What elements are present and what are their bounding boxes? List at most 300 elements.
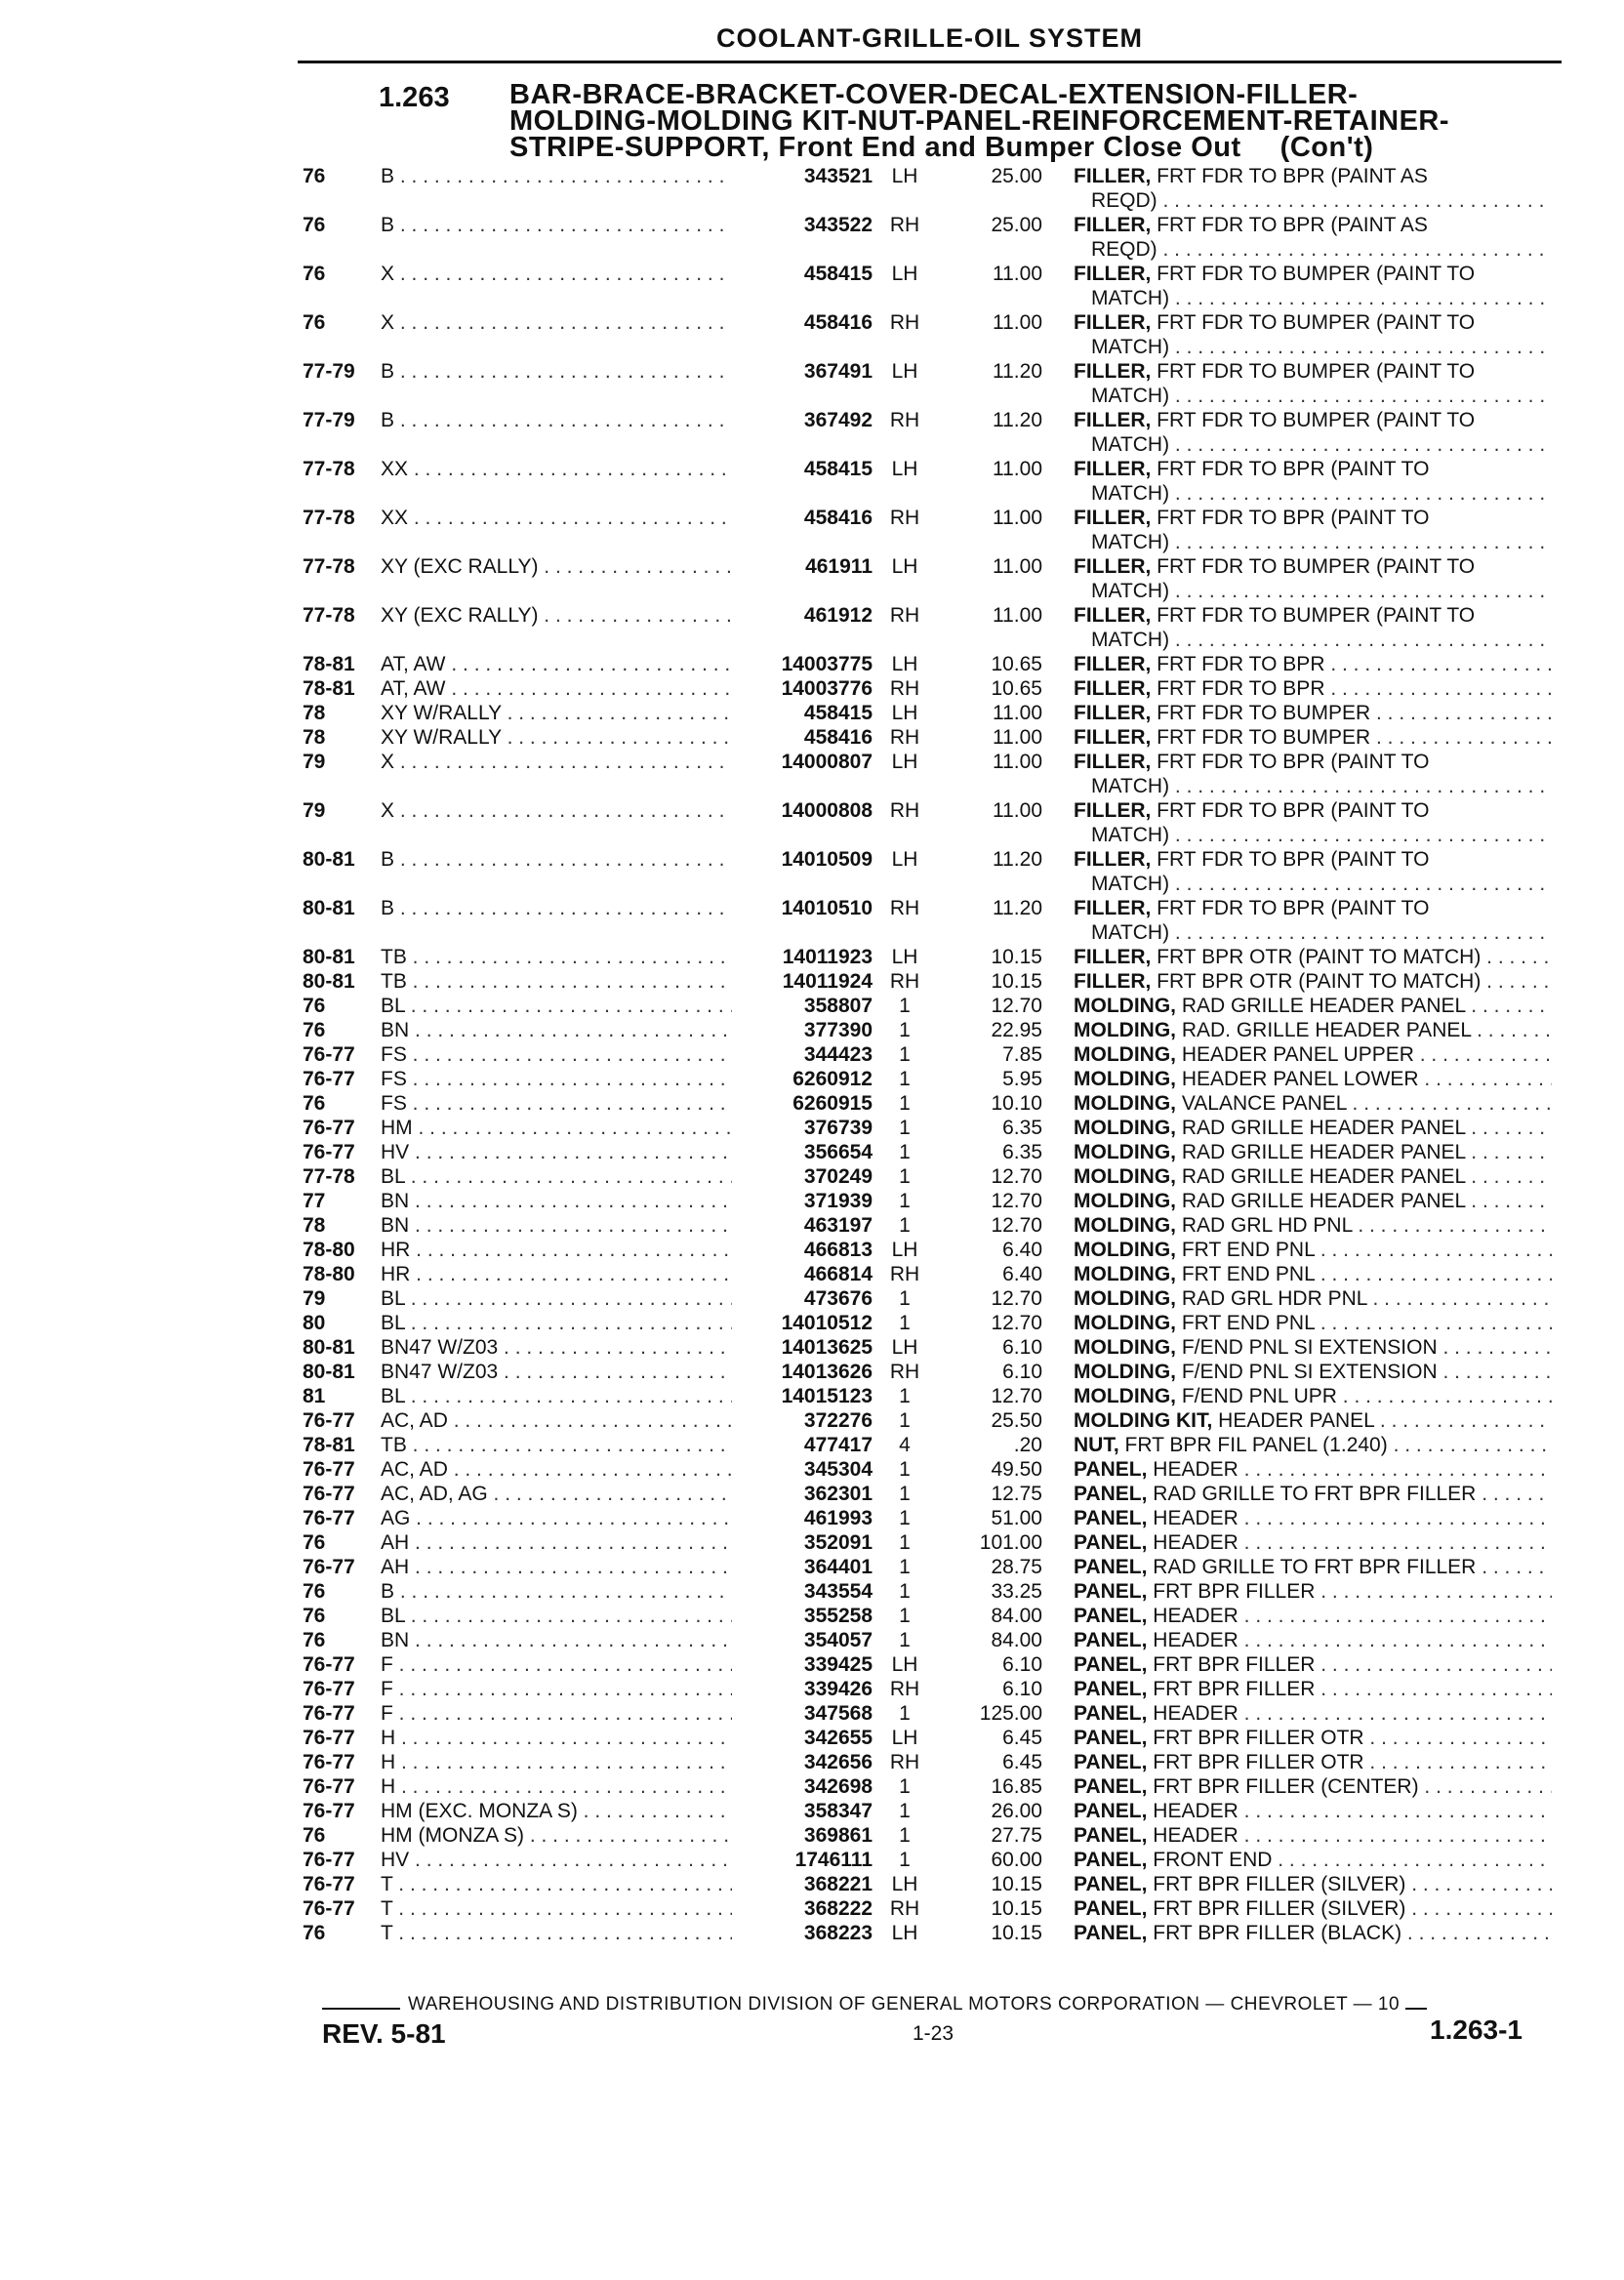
price-cell: 84.00 (991, 1605, 1042, 1627)
table-row (0, 1896, 1624, 1921)
description-cell (1074, 262, 1552, 310)
footer-division (322, 1994, 1503, 2015)
description-text: FRT BPR FILLER . . . (1153, 1653, 1552, 1676)
year-cell: 78 (303, 1214, 326, 1237)
year-cell: 79 (303, 1287, 326, 1310)
qty-cell: 4 (899, 1434, 911, 1456)
price-cell: 60.00 (991, 1849, 1042, 1871)
table-row (0, 701, 1624, 725)
price-cell: 28.75 (991, 1556, 1042, 1578)
model-cell: TB . . . (381, 969, 732, 994)
description-cell (1074, 408, 1552, 457)
table-row (0, 1335, 1624, 1360)
model-cell: T . . . (381, 1921, 732, 1945)
part-number-cell: 458415 (803, 702, 873, 724)
description-cell (1074, 701, 1552, 725)
description-keyword: FILLER, (1074, 677, 1152, 700)
description-cell (1074, 1872, 1552, 1896)
description-keyword: PANEL, (1074, 1849, 1148, 1871)
description-cell (1074, 1750, 1552, 1774)
part-number-cell: 367492 (803, 409, 873, 431)
description-cell (1074, 847, 1552, 896)
description-text: F/END PNL SI EXTENSION . . . (1182, 1336, 1552, 1359)
description-keyword: MOLDING, (1074, 1385, 1176, 1407)
year-cell: 76-77 (303, 1775, 355, 1798)
part-number-cell: 14011923 (782, 946, 873, 968)
description-continued: MATCH) . . . (1074, 481, 1552, 506)
table-row (0, 1408, 1624, 1433)
description-text: FRT BPR FILLER OTR . . . (1153, 1751, 1552, 1773)
model-cell: BN47 W/Z03 . . . (381, 1360, 732, 1384)
model-cell: B . . . (381, 164, 732, 188)
description-cell (1074, 652, 1552, 676)
description-text: FRT BPR OTR (PAINT TO MATCH) . . . (1157, 970, 1552, 993)
model-cell: B . . . (381, 896, 732, 920)
model-cell: BL . . . (381, 994, 732, 1018)
year-cell: 76 (303, 1629, 326, 1651)
description-text: HEADER PANEL UPPER . . . (1182, 1043, 1552, 1066)
model-cell: X . . . (381, 798, 732, 823)
description-cell (1074, 725, 1552, 750)
description-keyword: MOLDING, (1074, 1312, 1176, 1334)
page-header: COOLANT-GRILLE-OIL SYSTEM (715, 23, 1143, 53)
description-continued: MATCH) . . . (1074, 920, 1552, 945)
section-title-line: BAR-BRACE-BRACKET-COVER-DECAL-EXTENSION-FILLER- (509, 79, 1359, 110)
price-cell: 125.00 (979, 1702, 1042, 1725)
description-keyword: NUT, (1074, 1434, 1119, 1456)
description-keyword: PANEL, (1074, 1897, 1148, 1920)
year-cell: 76-77 (303, 1702, 355, 1725)
year-cell: 76 (303, 1019, 326, 1041)
table-row (0, 1238, 1624, 1262)
year-cell: 76 (303, 1824, 326, 1847)
qty-cell: 1 (899, 1117, 911, 1139)
table-row (0, 1189, 1624, 1213)
description-keyword: PANEL, (1074, 1483, 1148, 1505)
description-keyword: FILLER, (1074, 799, 1152, 822)
description-cell (1074, 750, 1552, 798)
description-cell (1074, 1042, 1552, 1067)
part-number-cell: 343521 (803, 165, 873, 187)
qty-cell: RH (889, 1678, 920, 1700)
model-cell: XY (EXC RALLY) . . . (381, 603, 732, 628)
price-cell: 11.00 (993, 458, 1042, 480)
description-keyword: MOLDING KIT, (1074, 1409, 1213, 1432)
description-keyword: FILLER, (1074, 751, 1152, 773)
model-cell: AT, AW . . . (381, 676, 732, 701)
description-continued: MATCH) . . . (1074, 335, 1552, 359)
table-row (0, 1140, 1624, 1164)
model-cell: XY W/RALLY . . . (381, 725, 732, 750)
table-row (0, 1555, 1624, 1579)
part-number-cell: 6260912 (792, 1068, 873, 1090)
description-cell (1074, 1067, 1552, 1091)
description-cell (1074, 1726, 1552, 1750)
description-text: RAD GRL HD PNL . . . (1182, 1214, 1552, 1237)
part-number-cell: 466813 (803, 1239, 873, 1261)
price-cell: 12.70 (991, 1165, 1042, 1188)
description-keyword: PANEL, (1074, 1678, 1148, 1700)
description-cell (1074, 1530, 1552, 1555)
price-cell: 11.20 (993, 897, 1042, 919)
table-row (0, 1067, 1624, 1091)
table-row (0, 1774, 1624, 1799)
description-cell (1074, 1018, 1552, 1042)
price-cell: 10.65 (991, 653, 1042, 675)
description-continued: MATCH) . . . (1074, 384, 1552, 408)
table-row (0, 1701, 1624, 1726)
year-cell: 80-81 (303, 848, 355, 871)
table-row (0, 969, 1624, 994)
year-cell: 76-77 (303, 1897, 355, 1920)
qty-cell: LH (891, 1336, 918, 1359)
description-text: HEADER . . . (1153, 1531, 1552, 1554)
price-cell: 12.70 (991, 1190, 1042, 1212)
price-cell: 12.70 (991, 1214, 1042, 1237)
model-cell: AG . . . (381, 1506, 732, 1530)
description-text: HEADER . . . (1153, 1605, 1552, 1627)
description-keyword: FILLER, (1074, 263, 1152, 285)
section-title (509, 79, 1563, 163)
table-row (0, 1213, 1624, 1238)
price-cell: 10.15 (991, 1873, 1042, 1895)
year-cell: 77-78 (303, 507, 355, 529)
qty-cell: 1 (899, 995, 911, 1017)
year-cell: 77-79 (303, 360, 355, 383)
description-cell (1074, 310, 1552, 359)
description-text: FRT BPR FILLER . . . (1153, 1678, 1552, 1700)
price-cell: 11.20 (993, 409, 1042, 431)
model-cell: HM (EXC. MONZA S) . . . (381, 1799, 732, 1823)
table-row (0, 676, 1624, 701)
model-cell: X . . . (381, 310, 732, 335)
qty-cell: LH (891, 555, 918, 578)
description-continued: MATCH) . . . (1074, 872, 1552, 896)
qty-cell: LH (891, 1653, 918, 1676)
qty-cell: LH (891, 458, 918, 480)
description-cell (1074, 896, 1552, 945)
description-text: FRT FDR TO BUMPER (PAINT TO (1157, 409, 1476, 431)
part-number-cell: 458416 (803, 311, 873, 334)
qty-cell: 1 (899, 1043, 911, 1066)
year-cell: 80-81 (303, 946, 355, 968)
table-row (0, 1262, 1624, 1286)
price-cell: 10.15 (991, 970, 1042, 993)
price-cell: 6.10 (1002, 1361, 1042, 1383)
description-text: FRT FDR TO BPR (PAINT TO (1157, 507, 1430, 529)
qty-cell: RH (889, 677, 920, 700)
price-cell: 6.10 (1002, 1653, 1042, 1676)
description-cell (1074, 1628, 1552, 1652)
division-text: WAREHOUSING AND DISTRIBUTION DIVISION OF GENERAL MOTORS CORPORATION — CHEVROLET — 10 (408, 1994, 1401, 2015)
part-number-cell: 458415 (803, 263, 873, 285)
description-text: FRT FDR TO BPR (PAINT TO (1157, 799, 1430, 822)
qty-cell: 1 (899, 1507, 911, 1529)
model-cell: HR . . . (381, 1262, 732, 1286)
table-row (0, 994, 1624, 1018)
table-row (0, 1823, 1624, 1848)
year-cell: 76-77 (303, 1849, 355, 1871)
description-keyword: PANEL, (1074, 1824, 1148, 1847)
table-row (0, 798, 1624, 847)
description-keyword: MOLDING, (1074, 1117, 1176, 1139)
part-number-cell: 342698 (803, 1775, 873, 1798)
year-cell: 77-78 (303, 1165, 355, 1188)
description-cell (1074, 1311, 1552, 1335)
year-cell: 76-77 (303, 1653, 355, 1676)
description-cell (1074, 1823, 1552, 1848)
description-cell (1074, 1140, 1552, 1164)
model-cell: AC, AD . . . (381, 1457, 732, 1482)
part-number-cell: 14000807 (781, 751, 873, 773)
year-cell: 78-81 (303, 653, 355, 675)
description-keyword: PANEL, (1074, 1507, 1148, 1529)
model-cell: TB . . . (381, 945, 732, 969)
model-cell: B . . . (381, 408, 732, 432)
qty-cell: RH (889, 1751, 920, 1773)
part-number-cell: 458416 (803, 726, 873, 749)
part-number-cell: 342655 (803, 1727, 873, 1749)
description-text: HEADER . . . (1153, 1458, 1552, 1481)
table-row (0, 506, 1624, 554)
part-number-cell: 1746111 (794, 1849, 873, 1871)
year-cell: 79 (303, 799, 326, 822)
description-keyword: MOLDING, (1074, 1092, 1176, 1115)
part-number-cell: 461993 (803, 1507, 873, 1529)
description-text: HEADER . . . (1153, 1800, 1552, 1822)
qty-cell: 1 (899, 1092, 911, 1115)
qty-cell: 1 (899, 1019, 911, 1041)
price-cell: 12.70 (991, 995, 1042, 1017)
price-cell: 10.10 (991, 1092, 1042, 1115)
section-title-line (509, 132, 1563, 163)
description-cell (1074, 1408, 1552, 1433)
model-cell: H . . . (381, 1726, 732, 1750)
price-cell: 6.10 (1002, 1678, 1042, 1700)
qty-cell: 1 (899, 1580, 911, 1603)
part-number-cell: 354057 (803, 1629, 873, 1651)
year-cell: 76 (303, 1092, 326, 1115)
description-keyword: PANEL, (1074, 1727, 1148, 1749)
description-cell (1074, 1506, 1552, 1530)
year-cell: 77-78 (303, 604, 355, 627)
table-row (0, 213, 1624, 262)
part-number-cell: 344423 (803, 1043, 873, 1066)
price-cell: 51.00 (991, 1507, 1042, 1529)
qty-cell: LH (891, 848, 918, 871)
description-keyword: MOLDING, (1074, 1336, 1176, 1359)
part-number-cell: 14015123 (781, 1385, 873, 1407)
model-cell: B . . . (381, 1579, 732, 1604)
model-cell: BN . . . (381, 1018, 732, 1042)
year-cell: 76-77 (303, 1409, 355, 1432)
table-row (0, 1384, 1624, 1408)
model-cell: FS . . . (381, 1091, 732, 1116)
description-keyword: FILLER, (1074, 946, 1152, 968)
description-cell (1074, 1286, 1552, 1311)
part-number-cell: 466814 (803, 1263, 873, 1285)
year-cell: 77 (303, 1190, 326, 1212)
table-row (0, 1652, 1624, 1677)
description-cell (1074, 1335, 1552, 1360)
price-cell: 25.00 (991, 165, 1042, 187)
model-cell: H . . . (381, 1774, 732, 1799)
section-title-text: STRIPE-SUPPORT, Front End and Bumper Close Out (509, 132, 1241, 163)
price-cell: 11.00 (993, 507, 1042, 529)
model-cell: BN . . . (381, 1213, 732, 1238)
description-cell (1074, 1091, 1552, 1116)
description-keyword: MOLDING, (1074, 1239, 1176, 1261)
part-number-cell: 14003775 (781, 653, 873, 675)
description-text: HEADER PANEL LOWER . . . (1182, 1068, 1552, 1090)
year-cell: 81 (303, 1385, 326, 1407)
table-row (0, 1726, 1624, 1750)
table-row (0, 262, 1624, 310)
part-number-cell: 461912 (803, 604, 873, 627)
part-number-cell: 14000808 (781, 799, 873, 822)
description-cell (1074, 994, 1552, 1018)
description-keyword: MOLDING, (1074, 1019, 1176, 1041)
qty-cell: LH (891, 1727, 918, 1749)
price-cell: 49.50 (991, 1458, 1042, 1481)
price-cell: .20 (1013, 1434, 1042, 1456)
description-cell (1074, 1262, 1552, 1286)
qty-cell: 1 (899, 1458, 911, 1481)
price-cell: 33.25 (991, 1580, 1042, 1603)
description-keyword: PANEL, (1074, 1556, 1148, 1578)
qty-cell: 1 (899, 1190, 911, 1212)
description-cell (1074, 1579, 1552, 1604)
qty-cell: LH (891, 263, 918, 285)
model-cell: TB . . . (381, 1433, 732, 1457)
price-cell: 25.50 (991, 1409, 1042, 1432)
description-continued: MATCH) . . . (1074, 579, 1552, 603)
table-row (0, 1848, 1624, 1872)
model-cell: HM . . . (381, 1116, 732, 1140)
year-cell: 77-79 (303, 409, 355, 431)
qty-cell: 1 (899, 1800, 911, 1822)
description-cell (1074, 164, 1552, 213)
model-cell: XX . . . (381, 457, 732, 481)
price-cell: 11.00 (993, 751, 1042, 773)
price-cell: 10.15 (991, 1922, 1042, 1944)
description-keyword: MOLDING, (1074, 1141, 1176, 1163)
qty-cell: LH (891, 165, 918, 187)
price-cell: 101.00 (979, 1531, 1042, 1554)
description-continued: MATCH) . . . (1074, 823, 1552, 847)
year-cell: 76-77 (303, 1117, 355, 1139)
description-text: FRT FDR TO BUMPER . . . (1157, 702, 1552, 724)
part-number-cell: 14003776 (781, 677, 873, 700)
model-cell: AT, AW . . . (381, 652, 732, 676)
table-row (0, 1286, 1624, 1311)
price-cell: 10.65 (991, 677, 1042, 700)
description-keyword: FILLER, (1074, 214, 1152, 236)
description-cell (1074, 1164, 1552, 1189)
part-number-cell: 461911 (805, 555, 873, 578)
description-cell (1074, 1189, 1552, 1213)
part-number-cell: 473676 (803, 1287, 873, 1310)
description-text: FRT BPR FILLER (BLACK) . . . (1153, 1922, 1552, 1944)
description-text: RAD GRILLE HEADER PANEL . . . (1182, 1141, 1552, 1163)
part-number-cell: 343522 (803, 214, 873, 236)
description-text: FRT FDR TO BUMPER (PAINT TO (1157, 263, 1476, 285)
price-cell: 16.85 (991, 1775, 1042, 1798)
qty-cell: 1 (899, 1214, 911, 1237)
description-keyword: FILLER, (1074, 897, 1152, 919)
part-number-cell: 345304 (803, 1458, 873, 1481)
model-cell: AH . . . (381, 1555, 732, 1579)
description-keyword: FILLER, (1074, 165, 1152, 187)
model-cell: F . . . (381, 1677, 732, 1701)
qty-cell: 1 (899, 1702, 911, 1725)
description-text: F/END PNL SI EXTENSION . . . (1182, 1361, 1552, 1383)
qty-cell: 1 (899, 1483, 911, 1505)
description-keyword: PANEL, (1074, 1653, 1148, 1676)
description-text: HEADER . . . (1153, 1824, 1552, 1847)
model-cell: HR . . . (381, 1238, 732, 1262)
page-number: 1-23 (913, 2022, 954, 2045)
qty-cell: 1 (899, 1385, 911, 1407)
year-cell: 76-77 (303, 1141, 355, 1163)
price-cell: 6.35 (1002, 1117, 1042, 1139)
qty-cell: 1 (899, 1824, 911, 1847)
price-cell: 6.35 (1002, 1141, 1042, 1163)
model-cell: H . . . (381, 1750, 732, 1774)
price-cell: 10.15 (991, 946, 1042, 968)
description-text: VALANCE PANEL . . . (1182, 1092, 1552, 1115)
table-row (0, 750, 1624, 798)
model-cell: B . . . (381, 359, 732, 384)
description-keyword: PANEL, (1074, 1605, 1148, 1627)
year-cell: 76-77 (303, 1043, 355, 1066)
description-continued: MATCH) . . . (1074, 530, 1552, 554)
model-cell: HV . . . (381, 1848, 732, 1872)
year-cell: 76-77 (303, 1800, 355, 1822)
price-cell: 11.00 (993, 726, 1042, 749)
year-cell: 79 (303, 751, 326, 773)
description-text: FRONT END . . . (1153, 1849, 1552, 1871)
section-title-line: MOLDING-MOLDING KIT-NUT-PANEL-REINFORCEMENT-RETAINER- (509, 105, 1450, 137)
description-cell (1074, 1116, 1552, 1140)
model-cell: F . . . (381, 1652, 732, 1677)
description-cell (1074, 1457, 1552, 1482)
year-cell: 78-80 (303, 1263, 355, 1285)
price-cell: 11.00 (993, 555, 1042, 578)
year-cell: 76 (303, 165, 326, 187)
part-number-cell: 355258 (803, 1605, 873, 1627)
qty-cell: LH (891, 1239, 918, 1261)
qty-cell: LH (891, 751, 918, 773)
table-row (0, 408, 1624, 457)
part-number-cell: 352091 (803, 1531, 873, 1554)
description-cell (1074, 676, 1552, 701)
table-row (0, 896, 1624, 945)
description-text: FRT FDR TO BUMPER (PAINT TO (1157, 360, 1476, 383)
part-number-cell: 358807 (803, 995, 873, 1017)
description-cell (1074, 1848, 1552, 1872)
part-number-cell: 463197 (803, 1214, 873, 1237)
price-cell: 6.10 (1002, 1336, 1042, 1359)
qty-cell: LH (891, 1873, 918, 1895)
model-cell: T . . . (381, 1872, 732, 1896)
price-cell: 7.85 (1002, 1043, 1042, 1066)
qty-cell: 1 (899, 1849, 911, 1871)
description-text: FRT FDR TO BUMPER (PAINT TO (1157, 604, 1476, 627)
part-number-cell: 368223 (803, 1922, 873, 1944)
qty-cell: LH (891, 702, 918, 724)
table-row (0, 359, 1624, 408)
